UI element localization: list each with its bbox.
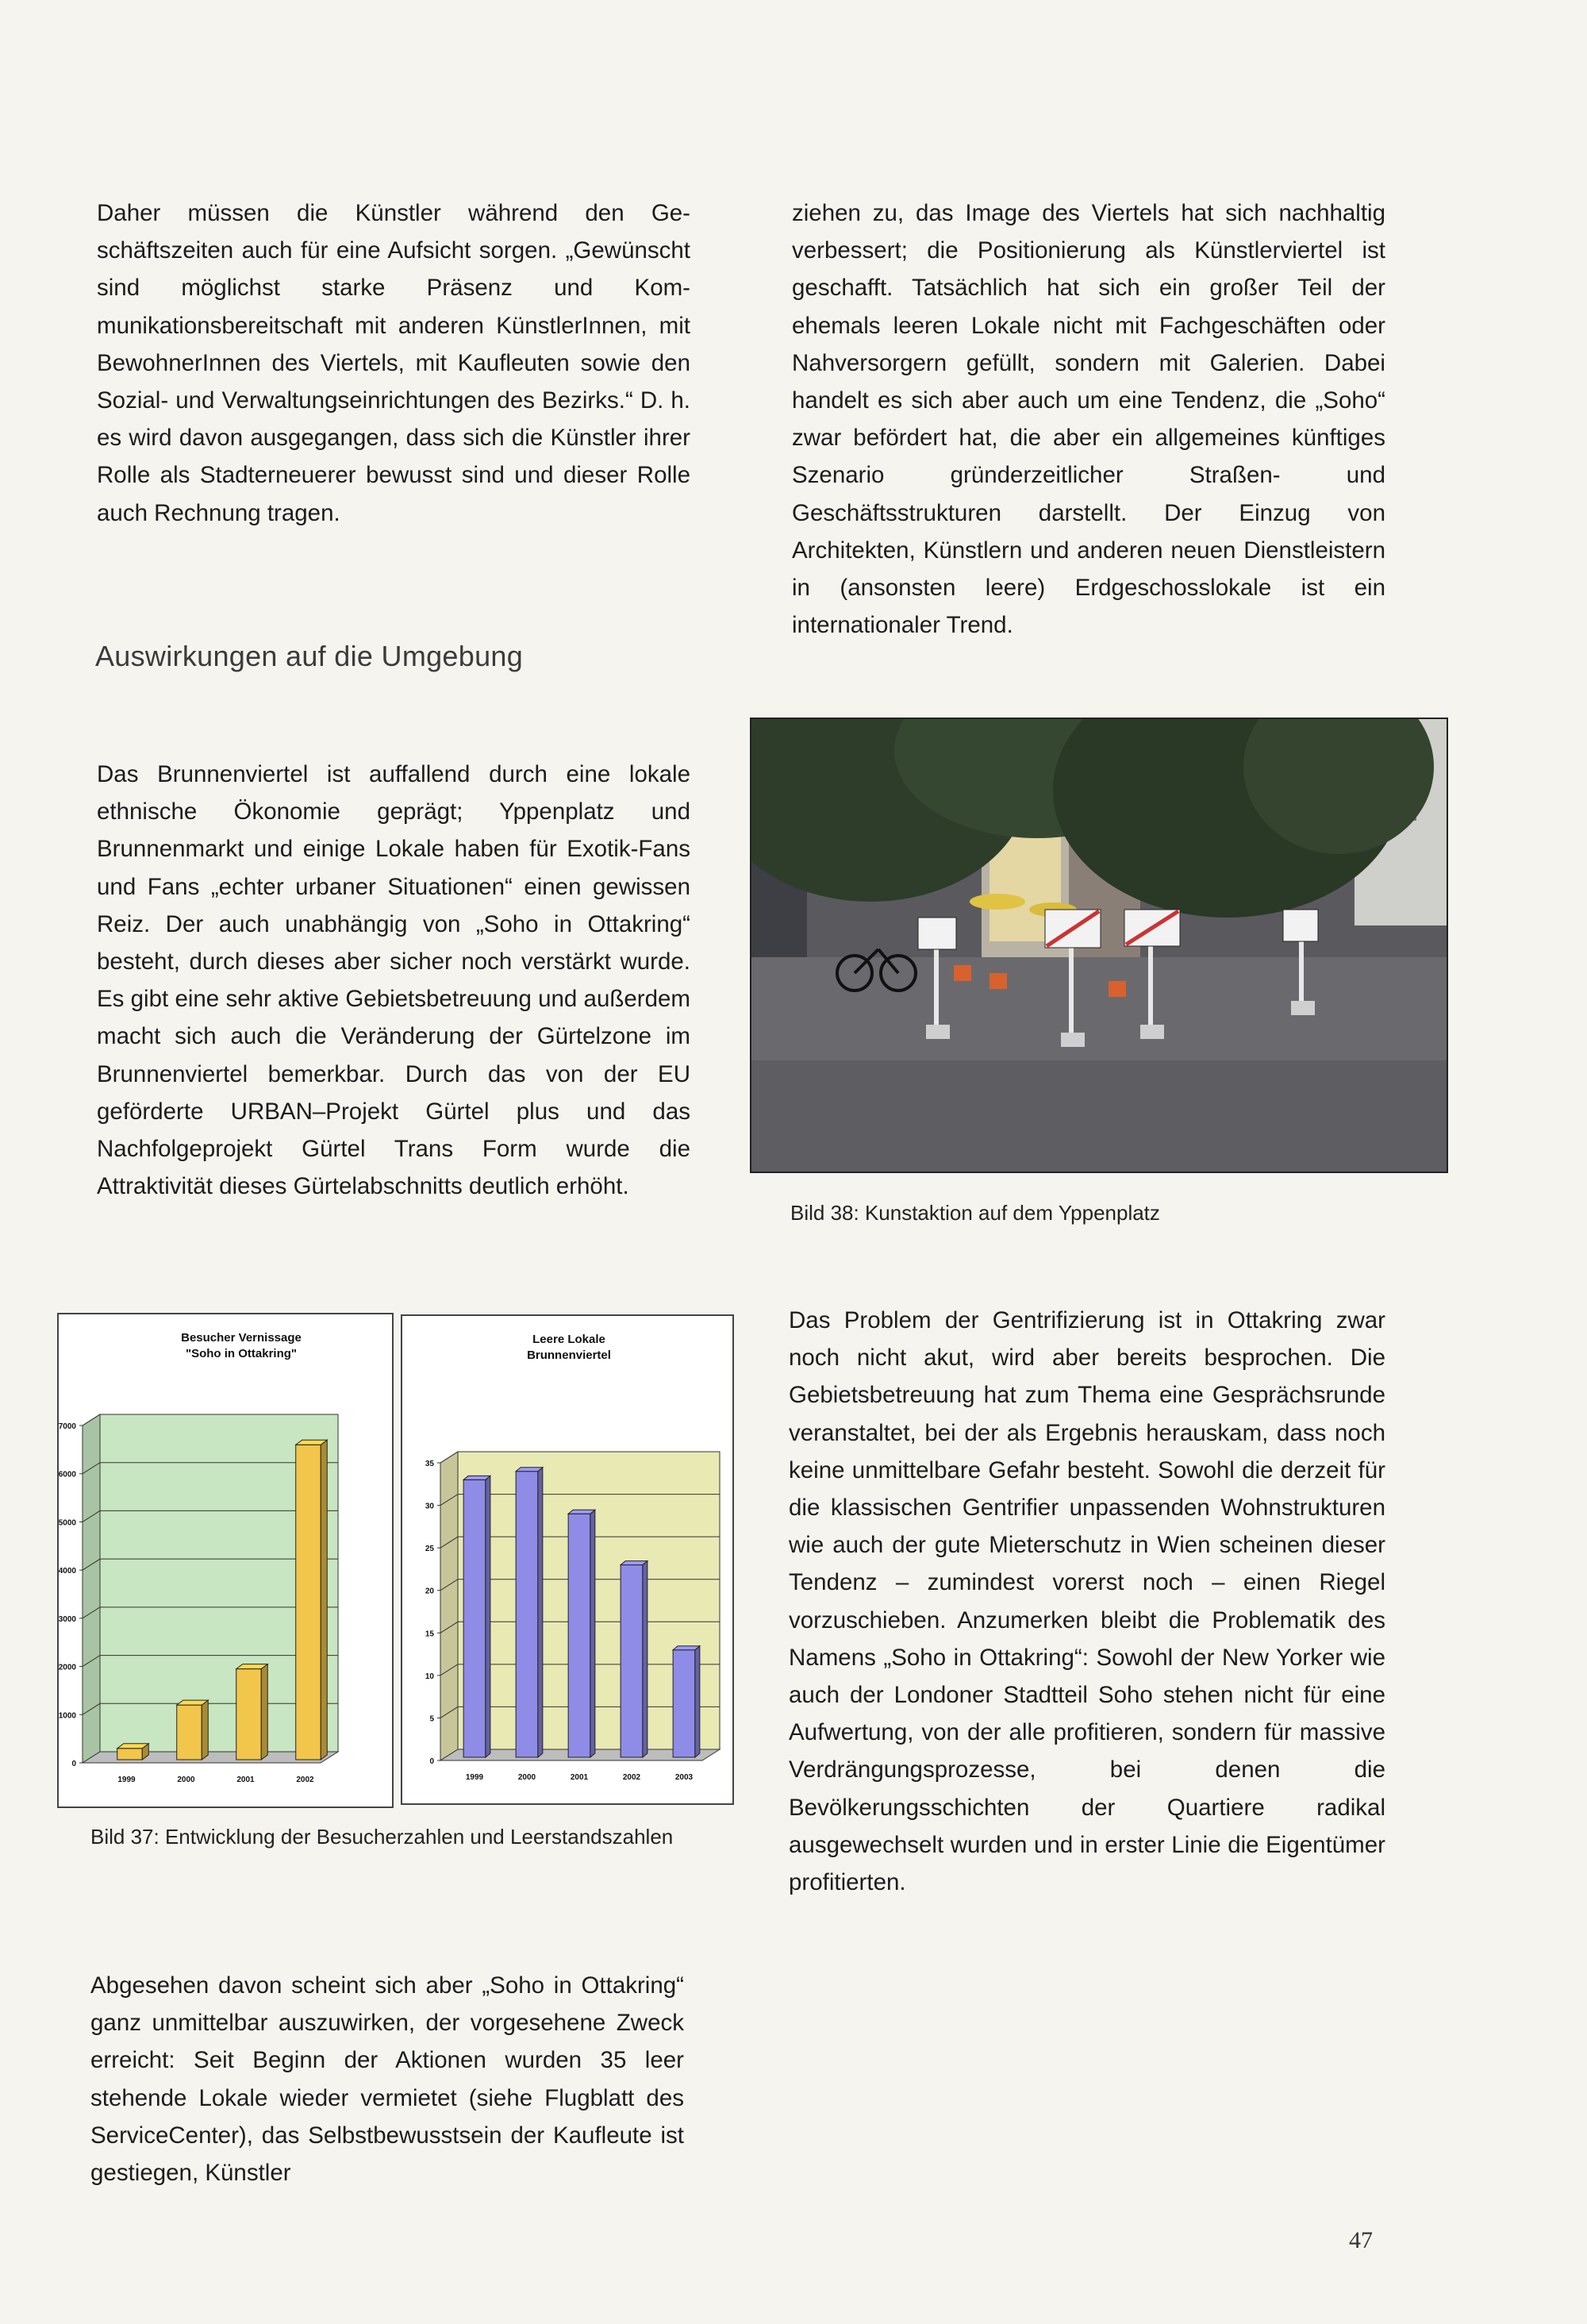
chart-x-tick-label: 2001: [570, 1773, 589, 1782]
chart-besucher-vernissage: [57, 1313, 394, 1808]
chart-bar: [516, 1472, 538, 1757]
chart-y-tick-label: 4000: [59, 1567, 76, 1576]
chart-bar-top: [621, 1561, 647, 1565]
chart-title-line: Besucher Vernissage: [181, 1331, 302, 1345]
chart-bar-side: [643, 1561, 647, 1757]
chart-bar-top: [516, 1468, 543, 1472]
chart-y-tick-label: 15: [425, 1629, 434, 1639]
chart-y-tick-label: 2000: [59, 1663, 76, 1672]
chart-bar-top: [673, 1646, 700, 1650]
chart-bar-side: [321, 1440, 327, 1760]
chart-x-tick-label: 2002: [296, 1776, 314, 1784]
chart-bar-side: [538, 1468, 543, 1757]
chart-bar-side: [695, 1646, 700, 1757]
section-heading: Auswirkungen auf die Umgebung: [95, 640, 524, 672]
chart-y-tick-label: 1000: [59, 1711, 76, 1721]
chart-bar-side: [202, 1700, 208, 1760]
chart-besucher-svg: [59, 1314, 392, 1806]
chart-y-tick-label: 7000: [59, 1422, 76, 1431]
chart-bar: [296, 1445, 321, 1760]
chart-bar-side: [590, 1510, 595, 1757]
chart-y-tick-label: 10: [425, 1672, 434, 1681]
chart-bar: [673, 1650, 695, 1757]
chart-x-tick-label: 2000: [517, 1773, 536, 1782]
chart-bar-side: [261, 1664, 267, 1760]
chart-y-tick-label: 0: [429, 1757, 434, 1766]
caption-figure-37: Bild 37: Entwicklung der Besucherzahlen und Leerstandszahlen: [90, 1825, 674, 1849]
paragraph-brunnenviertel: Das Brunnenviertel ist auffallend durch eine lokale ethnische Ökonomie geprägt; Yppenplatz und Brunnenmarkt und einige Lokale haben für Exotik-Fans und Fans „echter urbaner Situationen“ einen gewissen Reiz. Der auch unabhängig von „Soho in Ottakring“ besteht, durch dieses aber sicher noch verstärkt wurde. Es gibt eine sehr aktive Gebietsbetreuung und außerdem macht sich auch die Veränderung der Gürtelzone im Brunnenviertel bemerkbar. Durch das von der EU geförderte URBAN–Projekt Gürtel plus und das Nachfolgeprojekt Gürtel Trans Form wurde die Attraktivität dieses Gürtelabschnitts deutlich erhöht.: [97, 761, 690, 1200]
chart-y-tick-label: 20: [425, 1587, 434, 1596]
chart-y-tick-label: 0: [71, 1760, 76, 1768]
chart-title-line: Brunnenviertel: [527, 1349, 611, 1362]
chart-y-tick-label: 3000: [59, 1614, 76, 1624]
chart-x-tick-label: 2003: [674, 1773, 694, 1782]
chart-side-wall: [440, 1452, 458, 1760]
chart-bar: [117, 1749, 143, 1760]
chart-bar-side: [486, 1476, 490, 1757]
photo-yppenplatz: [750, 718, 1448, 1173]
chart-title-line: Leere Lokale: [532, 1333, 605, 1346]
chart-title-line: "Soho in Ottakring": [185, 1347, 298, 1360]
chart-y-tick-label: 6000: [59, 1470, 76, 1479]
chart-bar: [177, 1705, 202, 1760]
chart-y-tick-label: 25: [425, 1545, 434, 1554]
chart-y-tick-label: 35: [425, 1460, 434, 1468]
chart-y-tick-label: 5000: [59, 1518, 76, 1528]
chart-side-wall: [83, 1414, 100, 1763]
chart-x-tick-label: 1999: [117, 1776, 136, 1784]
chart-leere-lokale-svg: [402, 1316, 732, 1803]
chart-bar-top: [463, 1476, 490, 1479]
chart-y-tick-label: 5: [429, 1714, 434, 1724]
chart-x-tick-label: 2002: [622, 1773, 641, 1782]
paragraph-artists-supervision: Daher müssen die Künstler während den Geschäftszeiten auch für eine Aufsicht sorgen. „Gewünscht sind möglichst starke Präsenz und Kommunikationsbereitschaft mit anderen KünstlerInnen, mit BewohnerInnen des Viertels, mit Kaufleuten sowie den Sozial- und Verwaltungseinrichtungen des Bezirks.“ D. h. es wird davon ausgegangen, dass sich die Künstler ihrer Rolle als Stadterneuerer bewusst sind und dieser Rolle auch Rechnung tragen.: [97, 200, 690, 526]
chart-bar: [236, 1669, 262, 1760]
chart-x-tick-label: 2001: [236, 1776, 255, 1784]
chart-bar: [568, 1514, 590, 1757]
chart-y-tick-label: 30: [425, 1502, 434, 1511]
chart-bar-top: [568, 1510, 595, 1514]
paragraph-gentrification: Das Problem der Gentrifizierung ist in Ottakring zwar noch nicht akut, wird aber bereits besprochen. Die Gebietsbetreuung hat zum Thema eine Gesprächsrunde veranstaltet, bei der als Ergebnis herauskam, dass noch keine unmittelbare Gefahr besteht. Sowohl die derzeit für die klassischen Gentrifier unpassenden Wohnstrukturen wie auch der gute Mieterschutz in Wien scheinen dieser Tendenz – zumindest vorerst noch – einen Riegel vorzuschieben. Anzumerken bleibt die Problematik des Namens „Soho in Ottakring“: Sowohl der New Yorker wie auch der Londoner Stadtteil Soho stehen nicht für eine Aufwertung, von der alle profitieren, sondern für massive Verdrängungsprozesse, bei denen die Bevölkerungsschichten der Quartiere radikal ausgewechselt wurden und in erster Linie die Eigentümer profitierten.: [789, 1307, 1385, 1896]
chart-bar: [621, 1565, 643, 1757]
chart-x-tick-label: 1999: [465, 1773, 484, 1782]
paragraph-effects: Abgesehen davon scheint sich aber „Soho in Ottakring“ ganz unmittelbar auszuwirken, der vorgesehene Zweck erreicht: Seit Beginn der Aktionen wurden 35 leer stehende Lokale wieder vermietet (siehe Flugblatt des ServiceCenter), das Selbstbewusstsein der Kaufleute ist gestiegen, Künstler: [90, 1972, 684, 2187]
caption-figure-38: Bild 38: Kunstaktion auf dem Yppenplatz: [790, 1201, 1160, 1225]
photo-illustration: [751, 719, 1447, 1172]
page-number: 47: [1349, 2227, 1373, 2253]
chart-x-tick-label: 2000: [177, 1776, 195, 1784]
chart-bar: [463, 1479, 486, 1757]
chart-leere-lokale: [401, 1314, 734, 1805]
paragraph-image-improved: ziehen zu, das Image des Viertels hat sich nachhaltig verbessert; die Positionierung als Künstlerviertel ist geschafft. Tatsächlich hat sich ein großer Teil der ehemals leeren Lokale nicht mit Fachgeschäften oder Nahversorgern gefüllt, sondern mit Galerien. Dabei handelt es sich aber auch um eine Tendenz, die „Soho“ zwar befördert hat, die aber ein allgemeines künftiges Szenario gründerzeitlicher Straßen- und Geschäftsstrukturen darstellt. Der Einzug von Architekten, Künstlern und anderen neuen Dienstleistern in (ansonsten leere) Erdgeschosslokale ist ein internationaler Trend.: [792, 200, 1385, 639]
